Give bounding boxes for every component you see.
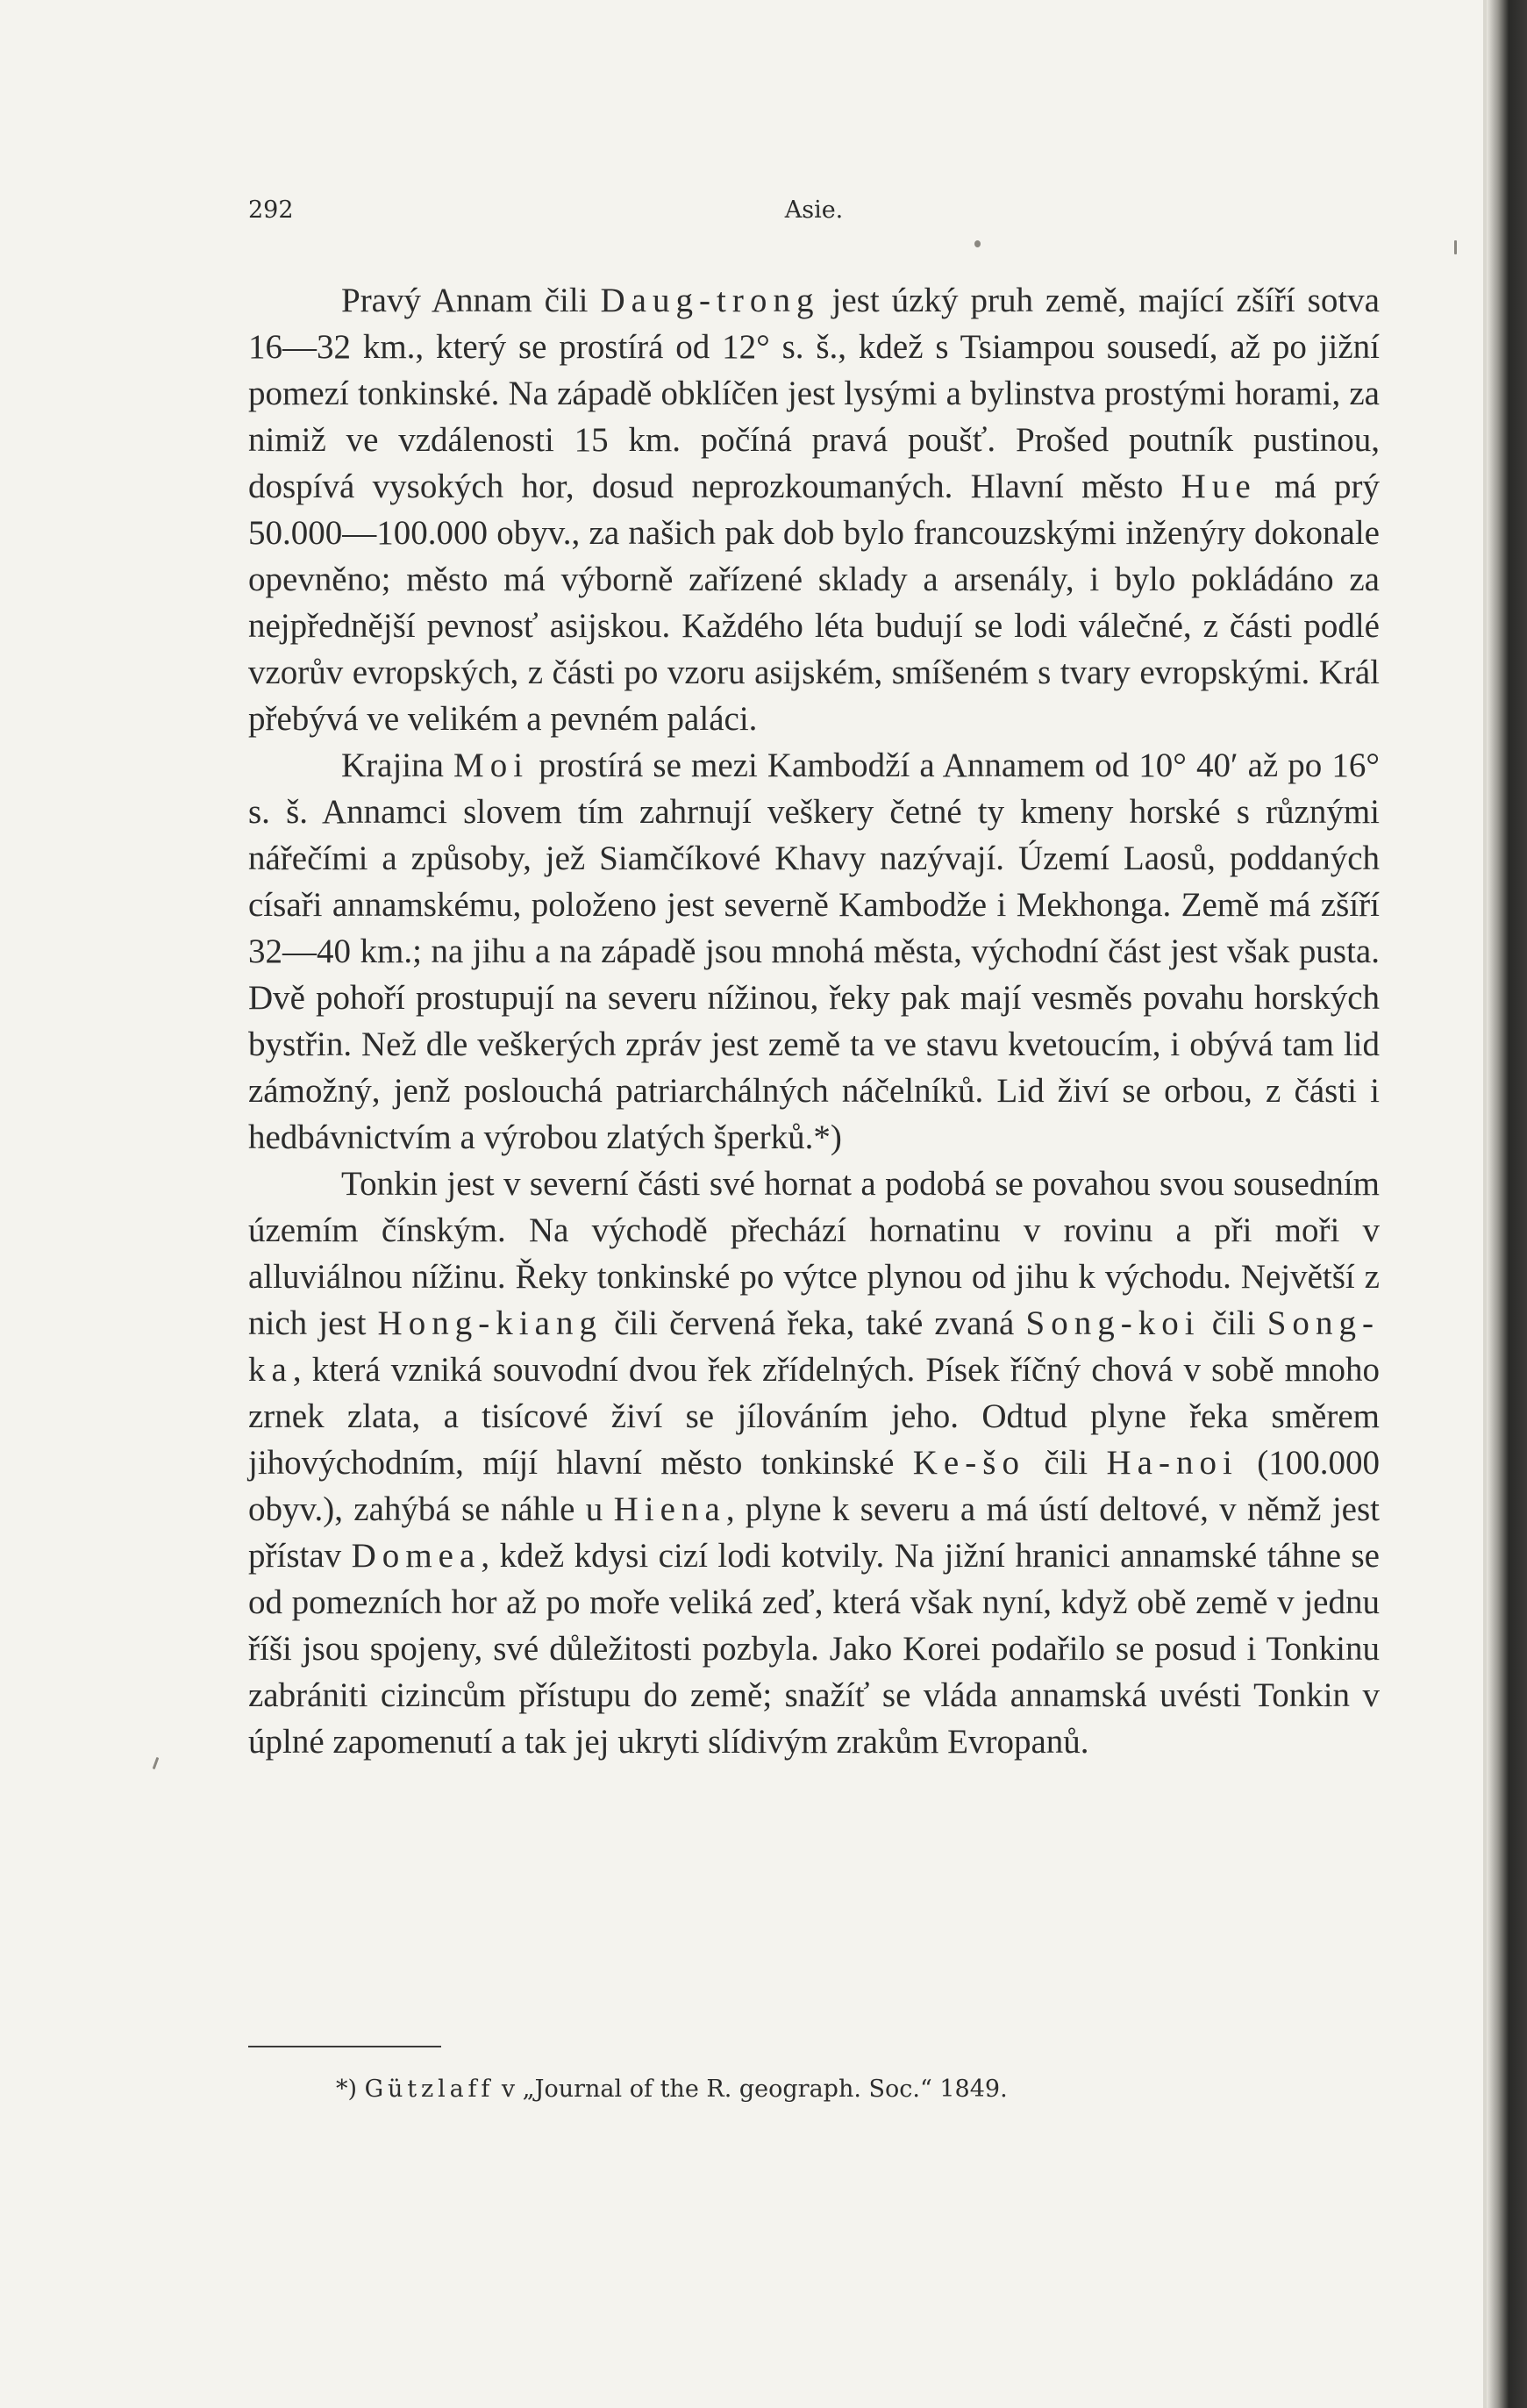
paragraph: [248, 742, 1380, 1161]
paper-speck: [1454, 240, 1457, 254]
footnote: [336, 2076, 1008, 2103]
spaced-term: Moi: [453, 747, 530, 784]
text-run: Krajina: [341, 747, 454, 784]
spaced-term: Ha-noi: [1106, 1444, 1238, 1482]
spaced-term: Gützlaff: [364, 2076, 495, 2103]
text-run: , plyne k severu a má ústí deltové, v němž jest přístav: [248, 1490, 1380, 1575]
text-run: čili: [1024, 1444, 1107, 1482]
running-title: Asie.: [784, 196, 844, 224]
book-binding-edge: [1487, 0, 1527, 2408]
text-run: v „Journal of the R. geograph. Soc.“ 1849.: [494, 2076, 1008, 2103]
page-number: 292: [248, 196, 294, 224]
spaced-term: Hong-kiang: [377, 1304, 603, 1342]
spaced-term: Song-koi: [1025, 1304, 1201, 1342]
spaced-term: Hue: [1181, 468, 1257, 505]
spaced-term: Daug-trong: [600, 282, 820, 319]
body-text: [248, 277, 1380, 1765]
spaced-term: Ke-šo: [912, 1444, 1025, 1482]
text-run: *): [336, 2076, 365, 2103]
footnote-rule: [248, 2046, 441, 2047]
paragraph: [248, 277, 1380, 742]
text-run: jest úzký pruh země, mající zšíří sotva 16—32 km., který se prostírá od 12° s. š., kdež s Tsiampou sousedí, až po jižní pomezí tonkinské. Na západě obklíčen jest lysými a bylinstva prostými horami, za nimiž ve vzdálenosti 15 km. počíná pravá poušť. Prošed poutník pustinou, dospívá vysokých hor, dosud neprozkoumaných. Hlavní město: [248, 282, 1380, 505]
text-run: , kdež kdysi cizí lodi kotvily. Na jižní hranici annamské táhne se od pomezních hor až po moře veliká zeď, která však nyní, když obě země v jednu říši jsou spojeny, své důležitosti pozbyla. Jako Korei podařilo se posud i Tonkinu zabrániti cizincům přístupu do země; snažíť se vláda annamská uvésti Tonkin v úplné zapomenutí a tak jej ukryti slídivým zrakům Evropanů.: [248, 1537, 1380, 1761]
spaced-term: Song-ka: [248, 1304, 1380, 1389]
text-run: , která vzniká souvodní dvou řek zřídelných. Písek říčný chová v sobě mnoho zrnek zlata, a tisícové živí se jílováním jeho. Odtud plyne řeka směrem jihovýchodním, míjí hlavní město tonkinské: [248, 1351, 1380, 1482]
text-run: Pravý Annam čili: [341, 282, 601, 319]
text-run: čili: [1200, 1304, 1267, 1342]
text-run: prostírá se mezi Kambodží a Annamem od 10° 40′ až po 16° s. š. Annamci slovem tím zahrnují veškery četné ty kmeny horské s různými nářečími a způsoby, jež Siamčíkové Khavy nazývají. Území Laosů, poddaných císaři annamskému, položeno jest severně Kambodže i Mekhonga. Země má zšíří 32—40 km.; na jihu a na západě jsou mnohá města, východní část jest však pusta. Dvě pohoří prostupují na severu nížinou, řeky pak mají vesměs povahu horských bystřin. Než dle veškerých zpráv jest země ta ve stavu kvetoucím, i obývá tam lid zámožný, jenž poslouchá patriarchálných náčelníků. Lid živí se orbou, z části i hedbávnictvím a výrobou zlatých šperků.*): [248, 747, 1380, 1156]
text-run: Tonkin jest v severní části své hornat a podobá se povahou svou sousedním územím čínským. Na východě přechází hornatinu v rovinu a při moři v alluviálnou nížinu. Řeky tonkinské po výtce plynou od jihu k východu. Největší z nich jest: [248, 1165, 1380, 1342]
text-run: má prý 50.000—100.000 obyv., za našich pak dob bylo francouzskými inženýry dokonale opevněno; město má výborně zařízené sklady a arsenály, i bylo pokládáno za nejpřednější pevnosť asijskou. Každého léta budují se lodi válečné, z části podlé vzorův evropských, z části po vzoru asijském, smíšeném s tvary evropskými. Král přebývá ve velikém a pevném paláci.: [248, 468, 1380, 738]
page-header: [248, 196, 1380, 232]
paragraph: [248, 1161, 1380, 1765]
spaced-term: Domea: [351, 1537, 482, 1575]
paper-speck: [974, 240, 981, 247]
text-run: čili červená řeka, také zvaná: [603, 1304, 1026, 1342]
text-run: (100.000 obyv.), zahýbá se náhle u: [248, 1444, 1380, 1528]
paper-speck: [153, 1757, 160, 1769]
spaced-term: Hiena: [613, 1490, 726, 1528]
